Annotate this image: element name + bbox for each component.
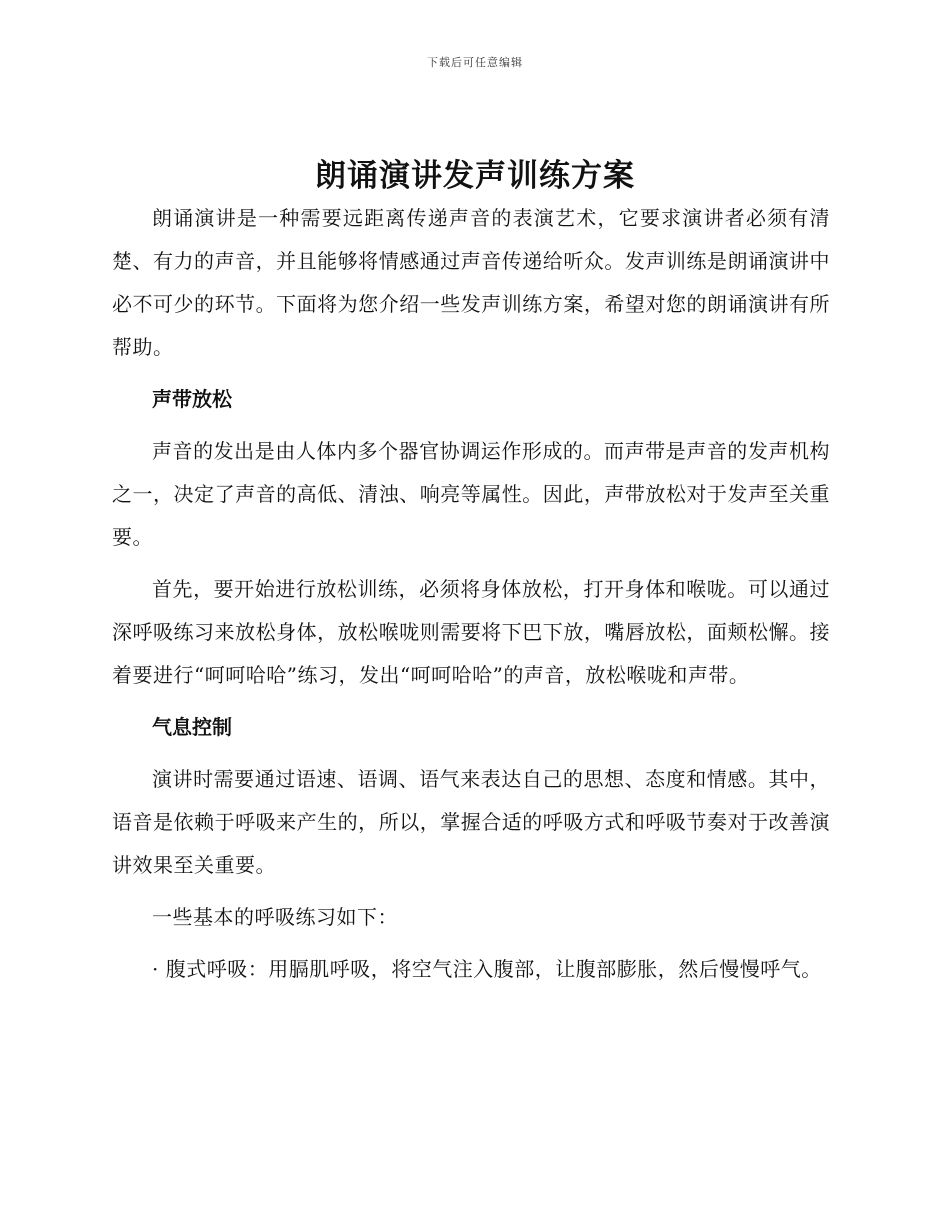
- section-heading-vocal-relaxation: 声带放松: [152, 387, 232, 411]
- paragraph: 演讲时需要通过语速、语调、语气来表达自己的思想、态度和情感。其中，语音是依赖于呼吸来产生的，所以，掌握合适的呼吸方式和呼吸节奏对于改善演讲效果至关重要。: [112, 767, 830, 877]
- list-item: · 腹式呼吸：用膈肌呼吸，将空气注入腹部，让腹部膨胀，然后慢慢呼气。: [152, 957, 822, 981]
- paragraph: 一些基本的呼吸练习如下：: [152, 905, 398, 929]
- paragraph: 首先，要开始进行放松训练，必须将身体放松，打开身体和喉咙。可以通过深呼吸练习来放松身体，放松喉咙则需要将下巴下放，嘴唇放松，面颊松懈。接着要进行“呵呵哈哈”练习，发出“呵呵哈哈”的声音，放松喉咙和声带。: [112, 577, 830, 687]
- paragraph: 声音的发出是由人体内多个器官协调运作形成的。而声带是声音的发声机构之一，决定了声音的高低、清浊、响亮等属性。因此，声带放松对于发声至关重要。: [112, 439, 830, 549]
- document-body: [112, 197, 830, 991]
- document-title: 朗诵演讲发声训练方案: [315, 158, 635, 194]
- page-header: 下载后可任意编辑: [427, 56, 523, 69]
- intro-paragraph: 朗诵演讲是一种需要远距离传递声音的表演艺术，它要求演讲者必须有清楚、有力的声音，并且能够将情感通过声音传递给听众。发声训练是朗诵演讲中必不可少的环节。下面将为您介绍一些发声训练方案，希望对您的朗诵演讲有所帮助。: [112, 206, 830, 359]
- section-heading-breath-control: 气息控制: [152, 715, 232, 739]
